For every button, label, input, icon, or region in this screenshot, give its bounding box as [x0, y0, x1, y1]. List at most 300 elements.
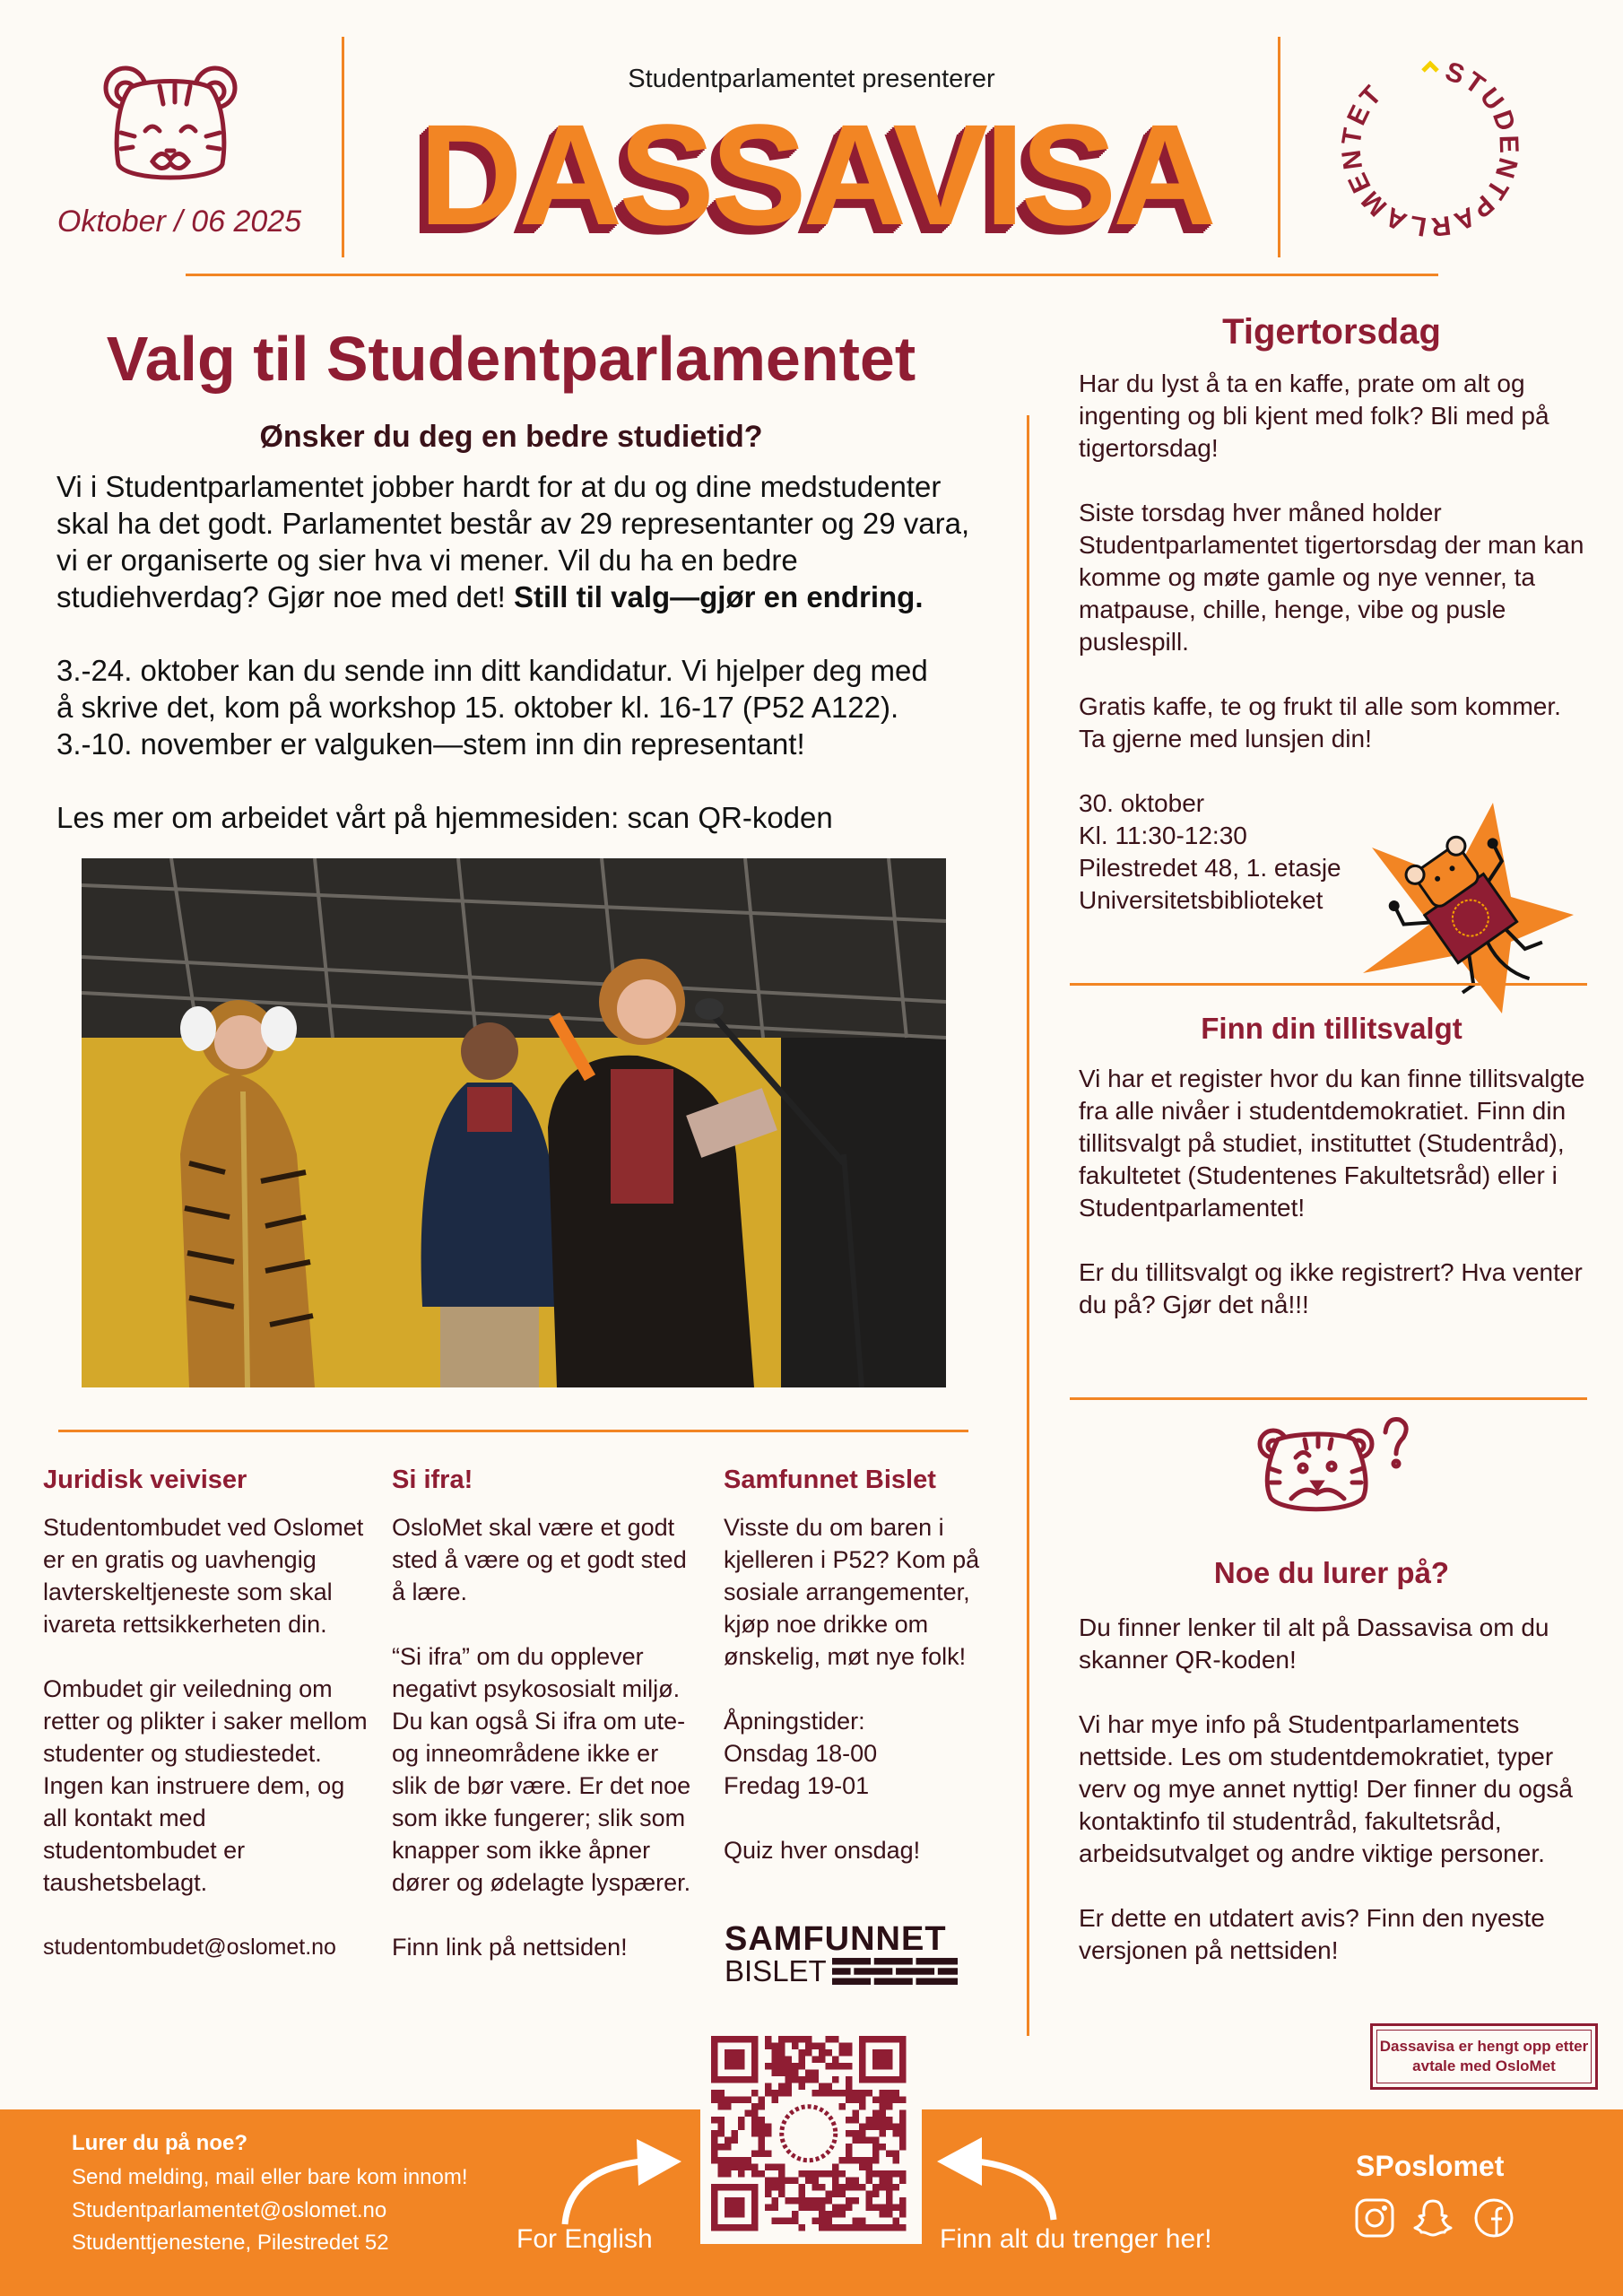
qr-module [711, 2157, 718, 2164]
qr-module [711, 2090, 718, 2097]
juridisk-intro: Studentombudet ved Oslomet er en gratis og uavhengig lavterskeltjeneste som skal ivareta rettsikkerheten din. [43, 1514, 364, 1638]
qr-module [846, 2117, 853, 2124]
header-rule [186, 274, 1438, 276]
juridisk-details: Ombudet gir veiledning om retter og plikter i saker mellom studenter og studiestedet. Ingen kan instruere dem, og all kontakt med studentombudet er taushetsbelagt. [43, 1675, 368, 1896]
qr-module [711, 2130, 718, 2137]
qr-module [725, 2157, 732, 2164]
qr-module [745, 2157, 752, 2164]
qr-module [738, 2124, 745, 2131]
qr-module [725, 2097, 732, 2104]
qr-module [805, 2049, 812, 2057]
qr-module [880, 2178, 887, 2185]
qr-module [886, 2151, 893, 2158]
qr-module [880, 2205, 887, 2212]
qr-module [866, 2205, 873, 2212]
qr-module [812, 2043, 820, 2050]
qr-module [839, 2157, 846, 2164]
qr-module [893, 2184, 900, 2191]
qr-module [872, 2110, 880, 2118]
qr-module [853, 2157, 860, 2164]
article-paragraph-dates [56, 652, 998, 762]
siifra-title: Si ifra! [392, 1465, 473, 1494]
samfunnet-quiz: Quiz hver onsdag! [724, 1837, 921, 1864]
qr-module [846, 2151, 853, 2158]
qr-module [872, 2144, 880, 2151]
qr-module [759, 2103, 766, 2110]
qr-module [778, 2191, 785, 2198]
column-divider-main [1027, 415, 1029, 2036]
qr-module [738, 2170, 745, 2178]
qr-module [853, 2224, 860, 2231]
qr-module [765, 2083, 772, 2091]
qr-module [866, 2090, 873, 2097]
qr-module [872, 2224, 880, 2231]
qr-module [832, 2178, 839, 2185]
qr-module [866, 2170, 873, 2178]
dates-line: 3.-10. november er valguken—stem inn din representant! [56, 727, 805, 761]
qr-module [886, 2097, 893, 2104]
tillitsvalgt-body [1079, 1063, 1590, 1321]
qr-module [839, 2224, 846, 2231]
qr-module [812, 2218, 820, 2225]
qr-module [846, 2130, 853, 2137]
qr-module [711, 2151, 718, 2158]
qr-module [812, 2197, 820, 2205]
qr-module [886, 2117, 893, 2124]
qr-module [839, 2170, 846, 2178]
qr-module [732, 2097, 739, 2104]
qr-module [799, 2036, 806, 2043]
issue-date: Oktober / 06 2025 [56, 204, 302, 239]
qr-code-graphic [700, 2029, 922, 2244]
qr-module [718, 2117, 725, 2124]
qr-module [872, 2205, 880, 2212]
article-subtitle: Ønsker du deg en bedre studietid? [259, 420, 763, 454]
qr-module [886, 2211, 893, 2218]
lurer-qr-hint: Du finner lenker til alt på Dassavisa om du skanner QR-koden! [1079, 1613, 1549, 1674]
qr-module [832, 2170, 839, 2178]
qr-module [853, 2178, 860, 2185]
qr-module [805, 2197, 812, 2205]
qr-module [751, 2110, 759, 2118]
qr-module [880, 2103, 887, 2110]
qr-module [805, 2178, 812, 2185]
qr-module [772, 2090, 779, 2097]
qr-module [785, 2076, 793, 2083]
qr-module [886, 2197, 893, 2205]
qr-module [839, 2211, 846, 2218]
samfunnet-logo-bottom: BISLET [725, 1954, 827, 1987]
tigertorsdag-title: Tigertorsdag [1222, 312, 1441, 352]
qr-module [886, 2103, 893, 2110]
qr-module [859, 2218, 866, 2225]
qr-module [819, 2197, 826, 2205]
qr-module [872, 2137, 880, 2144]
qr-module [853, 2110, 860, 2118]
tiger-mascot-star-icon [1358, 798, 1583, 1022]
qr-module [819, 2090, 826, 2097]
qr-module [812, 2170, 820, 2178]
header-divider-left [342, 37, 344, 257]
qr-module [738, 2097, 745, 2104]
qr-finder-pattern [715, 2039, 755, 2080]
qr-module [846, 2076, 853, 2083]
lurer-website-info: Vi har mye info på Studentparlamentets nettside. Les om studentdemokratiet, typer verv og mye annet nyttig! Der finner du også kontaktinfo til studentråd, fakultetsråd, arbeidsutvalget og andre viktige personer. [1079, 1710, 1573, 1867]
qr-module [725, 2144, 732, 2151]
qr-module [826, 2197, 833, 2205]
lurer-title: Noe du lurer på? [1213, 1556, 1450, 1589]
footer-contact-heading: Lurer du på noe? [72, 2131, 248, 2155]
qr-module [846, 2063, 853, 2070]
qr-module [853, 2137, 860, 2144]
qr-module [718, 2170, 725, 2178]
qr-module [839, 2049, 846, 2057]
qr-module [799, 2049, 806, 2057]
qr-module [732, 2164, 739, 2171]
qr-module [893, 2205, 900, 2212]
qr-module [792, 2197, 799, 2205]
qr-module [819, 2170, 826, 2178]
qr-module [785, 2063, 793, 2070]
qr-module [846, 2144, 853, 2151]
qr-module [859, 2090, 866, 2097]
qr-module [886, 2170, 893, 2178]
qr-module [826, 2063, 833, 2070]
section-rule-bottom [58, 1430, 968, 1432]
qr-module [711, 2137, 718, 2144]
qr-module [826, 2218, 833, 2225]
qr-module [799, 2205, 806, 2212]
qr-module [886, 2178, 893, 2185]
qr-module [785, 2036, 793, 2043]
qr-module [778, 2049, 785, 2057]
qr-module [792, 2070, 799, 2077]
qr-module [772, 2184, 779, 2191]
qr-module [772, 2164, 779, 2171]
qr-module [866, 2117, 873, 2124]
qr-module [872, 2124, 880, 2131]
qr-module [765, 2191, 772, 2198]
qr-module [899, 2144, 907, 2151]
juridisk-email-link[interactable]: studentombudet@oslomet.no [43, 1935, 336, 1960]
dates-line: 3.-24. oktober kan du sende inn ditt kandidatur. Vi hjelper deg med [56, 654, 928, 687]
instagram-icon[interactable] [1354, 2197, 1395, 2239]
qr-module [846, 2090, 853, 2097]
qr-module [866, 2124, 873, 2131]
qr-module [765, 2124, 772, 2131]
qr-finder-pattern [715, 2187, 755, 2228]
qr-module [751, 2170, 759, 2178]
qr-module [832, 2205, 839, 2212]
for-english-link[interactable]: For English [516, 2224, 653, 2254]
qr-module [745, 2164, 752, 2171]
qr-module [880, 2110, 887, 2118]
qr-module [765, 2130, 772, 2137]
qr-module [899, 2097, 907, 2104]
qr-module [880, 2170, 887, 2178]
qr-module [866, 2224, 873, 2231]
qr-module [819, 2211, 826, 2218]
tigertorsdag-description: Siste torsdag hver måned holder Studentparlamentet tigertorsdag der man kan komme og møte gamle og nye venner, ta matpause, chille, henge, vibe og pusle puslespill. [1079, 499, 1584, 656]
article-paragraph-qr: Les mer om arbeidet vårt på hjemmesiden: scan QR-koden [56, 801, 833, 834]
qr-module [880, 2224, 887, 2231]
qr-module [846, 2157, 853, 2164]
qr-module [819, 2224, 826, 2231]
qr-module [819, 2218, 826, 2225]
qr-module [853, 2218, 860, 2225]
tillitsvalgt-title: Finn din tillitsvalgt [1201, 1012, 1462, 1045]
footer-email-link[interactable]: Studentparlamentet@oslomet.no [72, 2198, 387, 2222]
qr-module [725, 2164, 732, 2171]
approval-stamp: Dassavisa er hengt opp etter avtale med OsloMet [1370, 2023, 1598, 2090]
dates-line: å skrive det, kom på workshop 15. oktober kl. 16-17 (P52 A122). [56, 691, 899, 724]
qr-module [785, 2090, 793, 2097]
qr-module [893, 2090, 900, 2097]
qr-module [718, 2157, 725, 2164]
qr-module [893, 2224, 900, 2231]
qr-module [893, 2151, 900, 2158]
facebook-icon[interactable] [1473, 2197, 1515, 2239]
presenter-tagline: Studentparlamentet presenterer [628, 65, 995, 93]
qr-module [812, 2184, 820, 2191]
qr-module [778, 2057, 785, 2064]
qr-module [880, 2124, 887, 2131]
studentparlamentet-logo [1341, 58, 1520, 238]
qr-module [859, 2164, 866, 2171]
qr-module [772, 2057, 779, 2064]
qr-module [765, 2178, 772, 2185]
qr-module [711, 2097, 718, 2104]
qr-module [772, 2205, 779, 2212]
qr-module [886, 2184, 893, 2191]
qr-module [872, 2097, 880, 2104]
qr-module [872, 2170, 880, 2178]
qr-module [839, 2043, 846, 2050]
samfunnet-hours-label: Åpningstider: [724, 1708, 865, 1735]
qr-module [826, 2211, 833, 2218]
intro-call-to-action: Still til valg—gjør en endring. [513, 580, 924, 613]
tigertorsdag-venue: Universitetsbiblioteket [1079, 886, 1324, 914]
qr-module [826, 2170, 833, 2178]
qr-module [759, 2151, 766, 2158]
qr-module [738, 2157, 745, 2164]
qr-module [772, 2097, 779, 2104]
qr-module [805, 2076, 812, 2083]
qr-module [846, 2049, 853, 2057]
qr-module [893, 2130, 900, 2137]
qr-module [839, 2063, 846, 2070]
qr-module [832, 2191, 839, 2198]
qr-module [886, 2090, 893, 2097]
tillitsvalgt-description: Vi har et register hvor du kan finne tillitsvalgte fra alle nivåer i studentdemokratiet. Finn din tillitsvalgt på studiet, instituttet (Studentråd), fakultetet (Studentenes Fakultetsråd) eller i Studentparlamentet! [1079, 1065, 1585, 1222]
qr-module [718, 2124, 725, 2131]
qr-module [778, 2063, 785, 2070]
qr-module [805, 2170, 812, 2178]
qr-module [738, 2117, 745, 2124]
qr-module [759, 2117, 766, 2124]
qr-center-logo [782, 2107, 836, 2161]
qr-module [899, 2178, 907, 2185]
qr-module [778, 2043, 785, 2050]
tigertorsdag-date: 30. oktober [1079, 789, 1205, 817]
siifra-section [392, 1465, 697, 1963]
qr-module [859, 2137, 866, 2144]
qr-module [859, 2103, 866, 2110]
qr-module [872, 2191, 880, 2198]
qr-module [846, 2097, 853, 2104]
qr-module [765, 2063, 772, 2070]
qr-module [899, 2224, 907, 2231]
qr-module [785, 2070, 793, 2077]
qr-module [859, 2097, 866, 2104]
logo-circle-text: STUD NTPARLAME ET [1341, 58, 1520, 238]
qr-code[interactable] [700, 2029, 922, 2244]
qr-module [832, 2090, 839, 2097]
snapchat-icon[interactable] [1412, 2197, 1454, 2239]
qr-module [826, 2224, 833, 2231]
tiger-logo-icon [90, 61, 251, 187]
siifra-intro: OsloMet skal være et godt sted å være og et godt sted å lære. [392, 1514, 687, 1605]
qr-module [866, 2137, 873, 2144]
samfunnet-hours-friday: Fredag 19-01 [724, 1772, 870, 1799]
samfunnet-section [724, 1465, 1020, 1866]
qr-module [792, 2036, 799, 2043]
qr-module [880, 2144, 887, 2151]
qr-module [853, 2130, 860, 2137]
qr-module [859, 2124, 866, 2131]
qr-module [839, 2090, 846, 2097]
tigertorsdag-intro: Har du lyst å ta en kaffe, prate om alt og ingenting og bli kjent med folk? Bli med på tigertorsdag! [1079, 370, 1549, 462]
qr-module [832, 2184, 839, 2191]
qr-module [778, 2090, 785, 2097]
qr-module [832, 2164, 839, 2171]
qr-module [751, 2103, 759, 2110]
qr-module [772, 2070, 779, 2077]
lurer-body [1079, 1612, 1590, 1967]
qr-module [893, 2124, 900, 2131]
qr-module [725, 2137, 732, 2144]
qr-module [751, 2117, 759, 2124]
qr-module [819, 2049, 826, 2057]
qr-module [846, 2178, 853, 2185]
tigertorsdag-refreshments: Gratis kaffe, te og frukt til alle som kommer. Ta gjerne med lunsjen din! [1079, 692, 1561, 752]
qr-module [880, 2130, 887, 2137]
qr-module [899, 2170, 907, 2178]
qr-module [785, 2178, 793, 2185]
find-all-link[interactable]: Finn alt du trenger her! [940, 2224, 1212, 2254]
qr-module [805, 2036, 812, 2043]
footer-address: Studenttjenestene, Pilestredet 52 [72, 2231, 389, 2255]
qr-module [826, 2083, 833, 2091]
qr-module [846, 2224, 853, 2231]
qr-module [853, 2117, 860, 2124]
qr-module [859, 2157, 866, 2164]
qr-module [799, 2076, 806, 2083]
qr-module [751, 2090, 759, 2097]
tillitsvalgt-cta: Er du tillitsvalgt og ikke registrert? Hva venter du på? Gjør det nå!!! [1079, 1258, 1583, 1318]
qr-module [853, 2197, 860, 2205]
tigertorsdag-time: Kl. 11:30-12:30 [1079, 822, 1247, 849]
qr-module [819, 2205, 826, 2212]
siifra-link-note: Finn link på nettsiden! [392, 1934, 628, 1961]
qr-module [899, 2117, 907, 2124]
qr-module [759, 2124, 766, 2131]
qr-module [745, 2110, 752, 2118]
qr-module [899, 2110, 907, 2118]
qr-module [778, 2218, 785, 2225]
qr-module [866, 2164, 873, 2171]
qr-module [765, 2090, 772, 2097]
qr-module [899, 2124, 907, 2131]
juridisk-title: Juridisk veiviser [43, 1465, 247, 1494]
qr-module [839, 2103, 846, 2110]
qr-module [745, 2097, 752, 2104]
qr-module [765, 2205, 772, 2212]
qr-module [899, 2205, 907, 2212]
qr-module [826, 2049, 833, 2057]
lurer-outdated-note: Er dette en utdatert avis? Finn den nyeste versjonen på nettsiden! [1079, 1904, 1545, 1964]
social-handle: SPoslomet [1356, 2150, 1505, 2182]
qr-module [725, 2170, 732, 2178]
qr-module [759, 2130, 766, 2137]
qr-module [812, 2178, 820, 2185]
arrow-right-icon [556, 2130, 686, 2229]
qr-module [718, 2164, 725, 2171]
qr-module [872, 2157, 880, 2164]
qr-module [866, 2191, 873, 2198]
qr-module [751, 2151, 759, 2158]
qr-module [880, 2090, 887, 2097]
qr-module [893, 2218, 900, 2225]
qr-module [866, 2178, 873, 2185]
qr-module [711, 2117, 718, 2124]
qr-module [880, 2184, 887, 2191]
qr-module [799, 2197, 806, 2205]
header-divider-right [1278, 37, 1280, 257]
qr-module [812, 2090, 820, 2097]
qr-module [893, 2170, 900, 2178]
qr-module [792, 2178, 799, 2185]
qr-module [772, 2043, 779, 2050]
qr-module [880, 2097, 887, 2104]
siifra-details: “Si ifra” om du opplever negativt psykososialt miljø. Du kan også Si ifra om ute- og inneområdene ikke er slik de bør være. Er det noe som ikke fungerer; slik som knapper som ikke åpner dører og ødelagte lyspærer. [392, 1643, 691, 1896]
arrow-left-icon [933, 2130, 1063, 2229]
brick-wall-icon [832, 1957, 958, 1986]
qr-module [805, 2043, 812, 2050]
qr-module [751, 2130, 759, 2137]
qr-module [812, 2205, 820, 2212]
qr-module [759, 2170, 766, 2178]
confused-tiger-icon [1251, 1413, 1430, 1520]
qr-module [832, 2211, 839, 2218]
qr-module [765, 2184, 772, 2191]
qr-module [778, 2170, 785, 2178]
qr-module [866, 2157, 873, 2164]
samfunnet-title: Samfunnet Bislet [724, 1465, 936, 1494]
qr-module [866, 2197, 873, 2205]
qr-module [765, 2043, 772, 2050]
qr-module [805, 2205, 812, 2212]
qr-module [765, 2151, 772, 2158]
qr-module [778, 2178, 785, 2185]
qr-module [893, 2097, 900, 2104]
qr-module [886, 2205, 893, 2212]
qr-module [872, 2117, 880, 2124]
right-rule-2 [1070, 1397, 1587, 1400]
qr-module [805, 2070, 812, 2077]
qr-module [832, 2076, 839, 2083]
qr-module [872, 2151, 880, 2158]
